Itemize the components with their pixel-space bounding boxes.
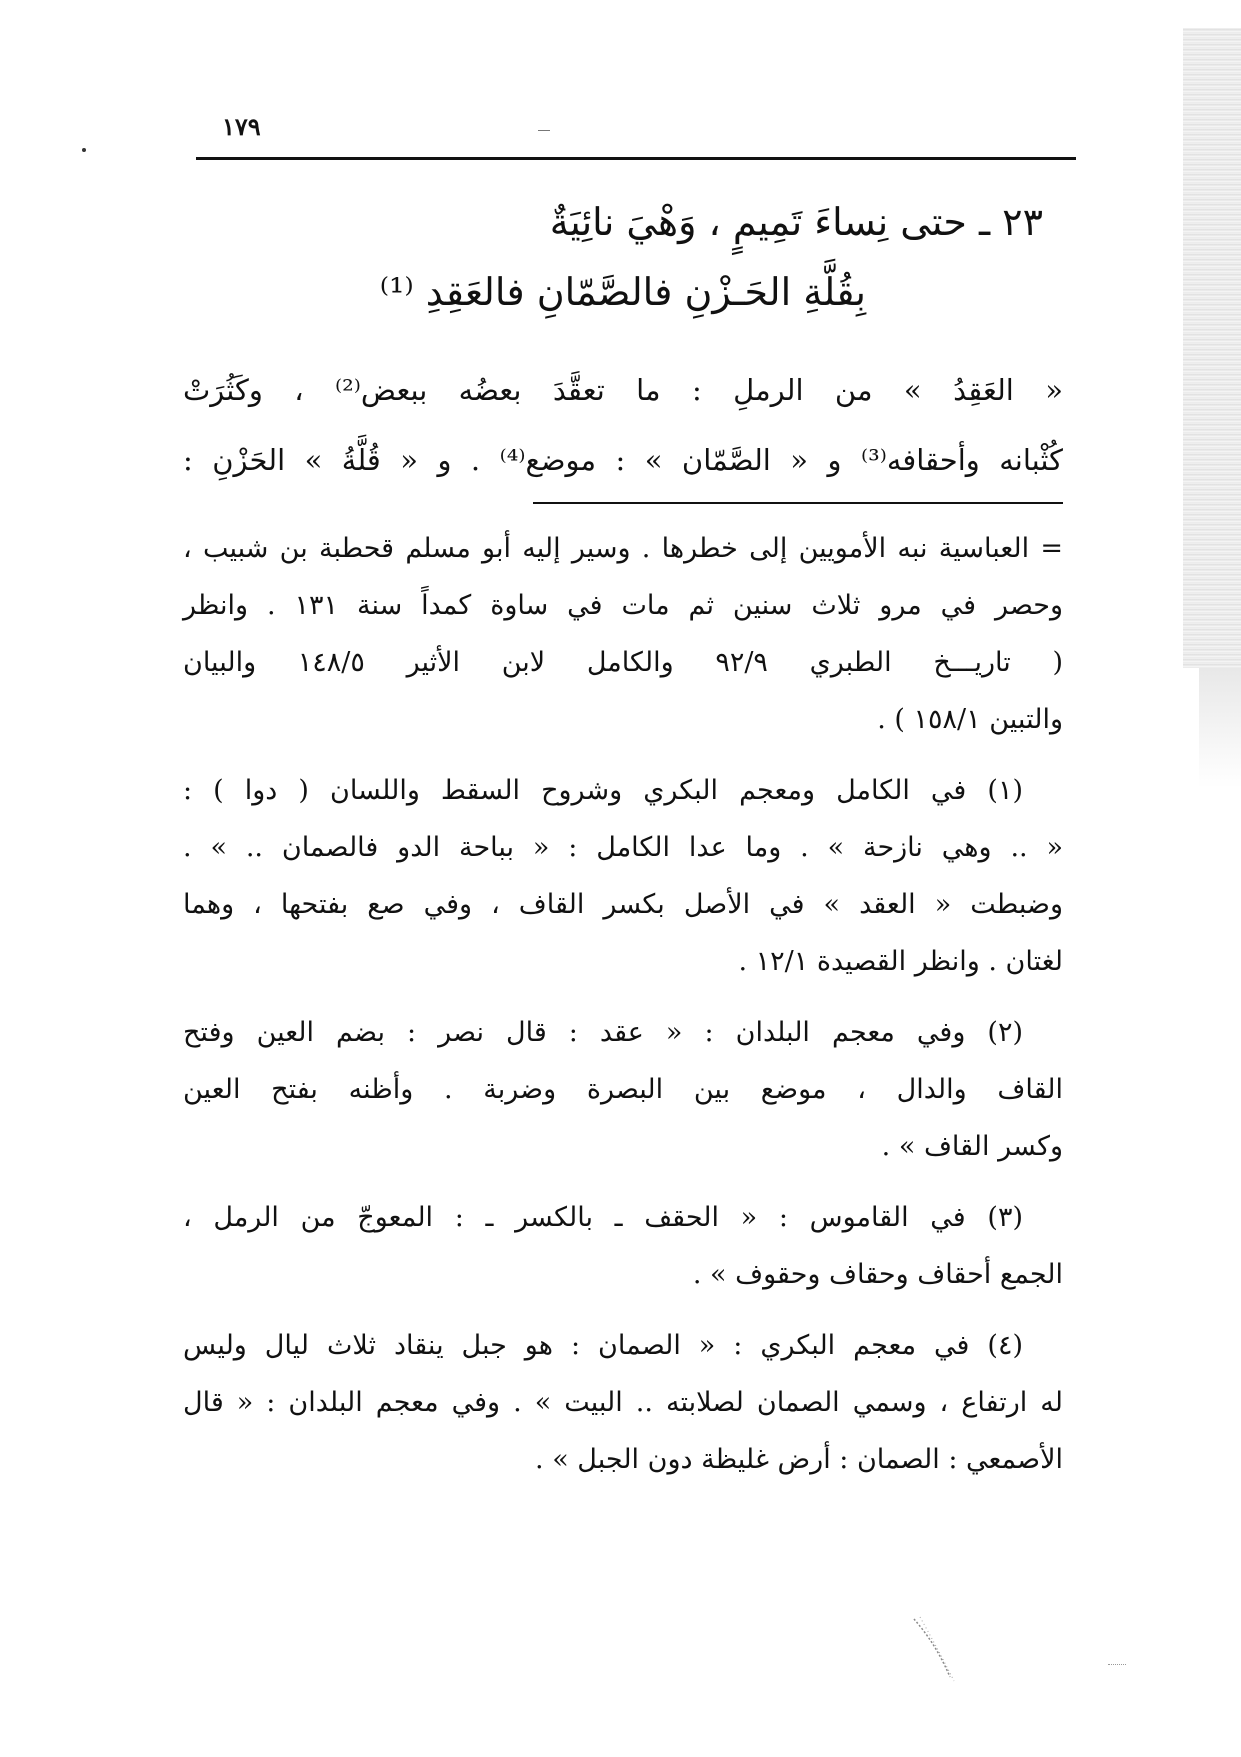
footnote-line: والتبين ١٥٨/١ ) . — [877, 704, 1063, 735]
footnote-line: الجمع أحقاف وحقاف وحقوف » . — [692, 1259, 1063, 1290]
scan-edge-fade — [1199, 668, 1241, 788]
footnote-line: (٢) وفي معجم البلدان : « عقد : قال نصر : بضم العين وفتح — [183, 1017, 1023, 1048]
verse-line-1: ٢٣ ـ حتى نِساءَ تَمِيمٍ ، وَهْيَ نائِيَةٌ — [549, 200, 1043, 244]
page-number: ١٧٩ — [222, 112, 261, 141]
footnote-line: لغتان . وانظر القصيدة ١٢/١ . — [738, 946, 1063, 977]
footnote-line: (٣) في القاموس : « الحقف ـ بالكسر ـ : المعوجّ من الرمل ، — [183, 1202, 1023, 1233]
footnote-line: = العباسية نبه الأمويين إلى خطرها . وسير إليه أبو مسلم قحطبة بن شبيب ، — [183, 533, 1063, 564]
footnote-separator — [533, 502, 1063, 504]
footnote-3 — [183, 1189, 1063, 1303]
footnotes — [183, 520, 1063, 1502]
header-rule — [196, 157, 1076, 160]
footnote-line: وكسر القاف » . — [881, 1131, 1063, 1162]
footnote-line: الأصمعي : الصمان : أرض غليظة دون الجبل » . — [535, 1444, 1063, 1475]
footnote-line: (٤) في معجم البكري : « الصمان : هو جبل ينقاد ثلاث ليال وليس — [183, 1330, 1023, 1361]
scan-speck — [1108, 1664, 1126, 1665]
footnote-line: « .. وهي نازحة » . وما عدا الكامل : « بباحة الدو فالصمان .. » . — [183, 832, 1063, 863]
footnote-1 — [183, 762, 1063, 990]
footnote-line: وحصر في مرو ثلاث سنين ثم مات في ساوة كمداً سنة ١٣١ . وانظر — [183, 590, 1063, 621]
footnote-continuation — [183, 520, 1063, 748]
footnote-line: ( تاريـــخ الطبري ٩٢/٩ والكامل لابن الأثير ١٤٨/٥ والبيان — [183, 647, 1063, 678]
footnote-2 — [183, 1004, 1063, 1175]
scan-speck — [82, 148, 86, 152]
pen-stroke-mark — [912, 1615, 958, 1685]
footnote-4 — [183, 1317, 1063, 1488]
commentary-line: كُثْبانه وأحقافه⁽³⁾ و « الصَّمّان » : موضع⁽⁴⁾ . و « قُلَّةُ » الحَزْنِ : — [183, 443, 1063, 477]
commentary — [183, 355, 1063, 495]
footnote-line: وضبطت « العقد » في الأصل بكسر القاف ، وفي صع بفتحها ، وهما — [183, 889, 1063, 920]
commentary-line: « العَقِدُ » من الرملِ : ما تعقَّدَ بعضُه ببعض⁽²⁾ ، وكَثُرَتْ — [183, 373, 1063, 407]
footnote-line: (١) في الكامل ومعجم البكري وشروح السقط واللسان ( دوا ) : — [183, 775, 1023, 806]
scan-mark — [538, 130, 550, 131]
scan-edge-shadow — [1183, 28, 1241, 668]
verse-line-2: بِقُلَّةِ الحَـزْنِ فالصَّمّانِ فالعَقِدِ ⁽¹⁾ — [379, 270, 866, 314]
footnote-line: القاف والدال ، موضع بين البصرة وضربة . وأظنه بفتح العين — [183, 1074, 1063, 1105]
footnote-line: له ارتفاع ، وسمي الصمان لصلابته .. البيت » . وفي معجم البلدان : « قال — [183, 1387, 1063, 1418]
